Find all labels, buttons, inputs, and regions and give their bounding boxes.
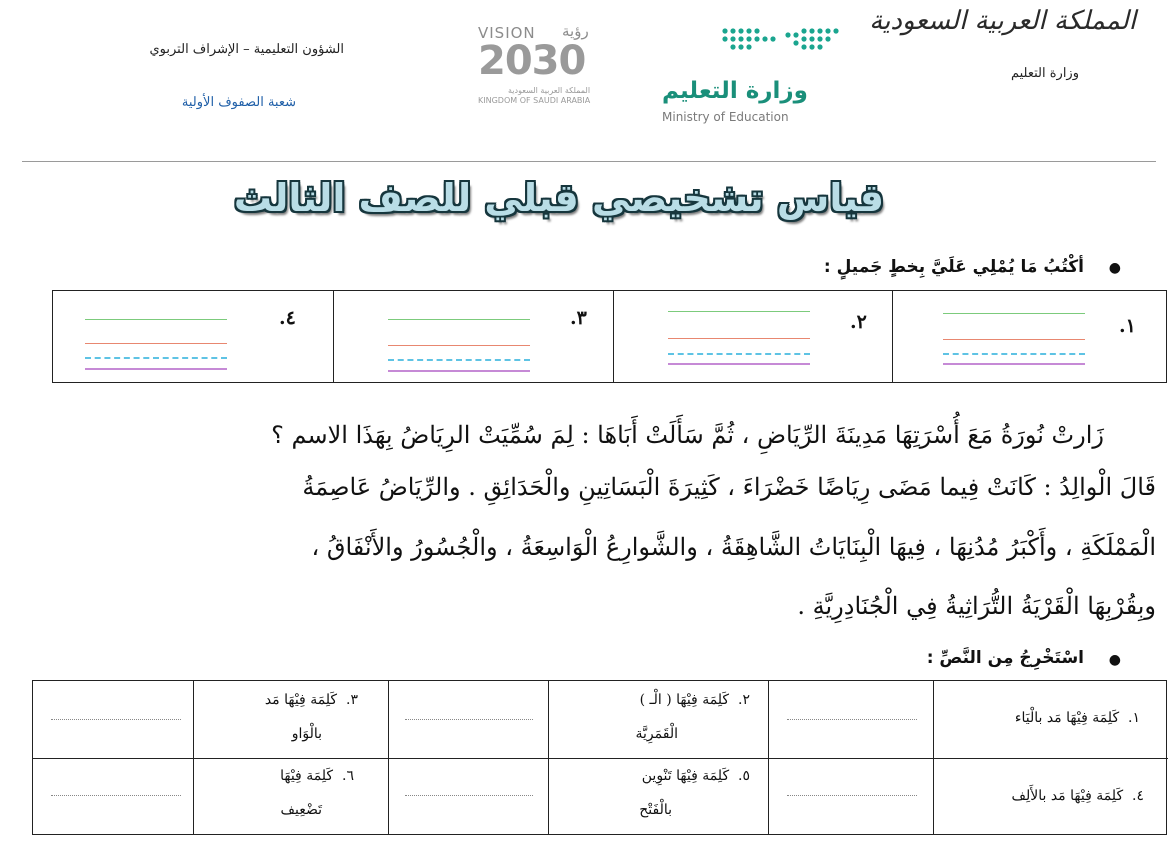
item-5-text: كَلِمَة فِيْهَا تَنْوِين bbox=[641, 768, 730, 784]
vision-word: VISION bbox=[478, 24, 536, 42]
guide-line bbox=[85, 368, 227, 370]
answer-dots bbox=[787, 719, 917, 720]
guide-line bbox=[668, 353, 810, 355]
item-4 bbox=[933, 758, 1168, 834]
item-2-line2: الْقَمَرِيَّة bbox=[635, 726, 678, 742]
item-1-line1 bbox=[1015, 703, 1140, 733]
page-title: قياس تشخيصي قبلي للصف الثالث bbox=[233, 176, 884, 220]
answer-cell-4[interactable] bbox=[768, 758, 933, 834]
item-3-number: ٣. bbox=[346, 692, 358, 708]
item-3 bbox=[193, 681, 388, 758]
guide-line bbox=[668, 363, 810, 365]
vision-2030-logo bbox=[478, 22, 618, 106]
answer-cell-3[interactable] bbox=[33, 681, 193, 758]
dictation-cell-1[interactable] bbox=[892, 291, 1168, 382]
item-6-line1 bbox=[280, 761, 354, 791]
moe-logo bbox=[660, 26, 840, 130]
guide-line bbox=[943, 313, 1085, 314]
vision-sub-english: KINGDOM OF SAUDI ARABIA bbox=[478, 96, 591, 105]
item-3-text: كَلِمَة فِيْهَا مَد bbox=[264, 692, 338, 708]
dictation-cell-3[interactable] bbox=[333, 291, 613, 382]
educational-affairs: الشؤون التعليمية – الإشراف التربوي bbox=[149, 42, 344, 57]
item-4-text: كَلِمَة فِيْهَا مَد بالأَلِف bbox=[1011, 788, 1124, 804]
guide-line bbox=[388, 359, 530, 361]
item-3-line2: بالْوَاو bbox=[291, 726, 322, 742]
item-5-line2: بالْفَتْح bbox=[639, 802, 672, 818]
dictation-cell-2[interactable] bbox=[613, 291, 892, 382]
item-2-line1 bbox=[640, 685, 750, 715]
item-6-number: ٦. bbox=[342, 768, 354, 784]
dictation-cell-4[interactable] bbox=[53, 291, 333, 382]
ministry-label: وزارة التعليم bbox=[1010, 66, 1079, 81]
guide-line bbox=[85, 319, 227, 320]
dictation-num-1: .١ bbox=[1119, 315, 1136, 337]
kingdom-calligraphy: المملكة العربية السعودية bbox=[869, 6, 1136, 36]
answer-cell-1[interactable] bbox=[768, 681, 933, 758]
guide-line bbox=[85, 357, 227, 359]
guide-line bbox=[388, 319, 530, 320]
passage-line-2: قَالَ الْوالِدُ : كَانَتْ فِيما مَضَى رِيَاضًا خَضْرَاءَ ، كَثِيرَةَ الْبَسَاتِينِ والْحَدَائِقِ . والرِّيَاضُ عَاصِمَةُ bbox=[302, 473, 1156, 501]
header-divider bbox=[22, 161, 1156, 162]
answer-dots bbox=[51, 795, 181, 796]
vision-sub-arabic: المملكة العربية السعودية bbox=[508, 86, 591, 95]
item-2 bbox=[548, 681, 768, 758]
guide-line bbox=[943, 363, 1085, 365]
dictation-num-2: .٢ bbox=[850, 311, 867, 333]
guide-line bbox=[943, 339, 1085, 340]
item-6-line2: تَضْعِيف bbox=[280, 802, 322, 818]
guide-line bbox=[388, 345, 530, 346]
moe-dots-icon bbox=[720, 26, 840, 54]
item-1 bbox=[933, 681, 1168, 758]
item-2-text: كَلِمَة فِيْهَا ( الْـ ) bbox=[639, 692, 730, 708]
answer-dots bbox=[51, 719, 181, 720]
answer-cell-6[interactable] bbox=[33, 758, 193, 834]
dictation-num-3: .٣ bbox=[570, 307, 587, 329]
dictation-num-4: .٤ bbox=[279, 307, 296, 329]
vision-arabic: رؤية bbox=[562, 22, 589, 40]
dictation-instruction: أكْتُبُ مَا يُمْلِي عَلَيَّ بِخطٍ جَميلٍ : bbox=[823, 257, 1084, 277]
item-6-text: كَلِمَة فِيْهَا bbox=[280, 768, 334, 784]
item-1-text: كَلِمَة فِيْهَا مَد بالْيَاء bbox=[1014, 710, 1120, 726]
passage-line-4: وبِقُرْبِهَا الْقَرْيَةُ التُّرَاثِيةُ فِي الْجُنَادِرِيَّةِ . bbox=[797, 592, 1156, 620]
answer-dots bbox=[405, 719, 533, 720]
guide-line bbox=[668, 311, 810, 312]
bullet-dot: ● bbox=[1108, 652, 1121, 668]
answer-dots bbox=[787, 795, 917, 796]
item-4-number: ٤. bbox=[1132, 788, 1144, 804]
guide-line bbox=[668, 338, 810, 339]
item-1-number: ١. bbox=[1128, 710, 1140, 726]
item-5-number: ٥. bbox=[738, 768, 750, 784]
moe-logo-arabic: وزارة التعليم bbox=[662, 78, 808, 104]
moe-logo-english: Ministry of Education bbox=[662, 110, 789, 124]
extract-instruction: اسْتَخْرِجُ مِن النَّصِّ : bbox=[926, 648, 1084, 668]
primary-grades-section: شعبة الصفوف الأولية bbox=[181, 95, 296, 110]
guide-line bbox=[943, 353, 1085, 355]
passage-line-3: الْمَمْلَكَةِ ، وأَكْبَرُ مُدُنِهَا ، فِيهَا الْبِنَايَاتُ الشَّاهِقَةُ ، والشَّوارِعُ الْوَاسِعَةُ ، والْجُسُورُ والأَنْفَاقُ ، bbox=[311, 533, 1156, 561]
item-5 bbox=[548, 758, 768, 834]
answer-dots bbox=[405, 795, 533, 796]
bullet-dot: ● bbox=[1108, 260, 1121, 276]
item-6 bbox=[193, 758, 388, 834]
vision-year: 2030 bbox=[478, 38, 586, 84]
answer-cell-5[interactable] bbox=[388, 758, 548, 834]
extract-table bbox=[32, 680, 1167, 835]
item-4-line1 bbox=[1011, 781, 1144, 811]
item-3-line1 bbox=[265, 685, 358, 715]
answer-cell-2[interactable] bbox=[388, 681, 548, 758]
dictation-table bbox=[52, 290, 1167, 383]
item-2-number: ٢. bbox=[738, 692, 750, 708]
passage-line-1: زَارتْ نُورَةُ مَعَ أُسْرَتِهَا مَدِينَةَ الرِّيَاضِ ، ثُمَّ سَأَلَتْ أَبَاهَا : لِمَ سُمِّيَتْ الرِيَاضُ بِهَذَا الاسم ؟ bbox=[271, 421, 1104, 449]
item-5-line1 bbox=[642, 761, 750, 791]
guide-line bbox=[85, 343, 227, 344]
guide-line bbox=[388, 370, 530, 372]
